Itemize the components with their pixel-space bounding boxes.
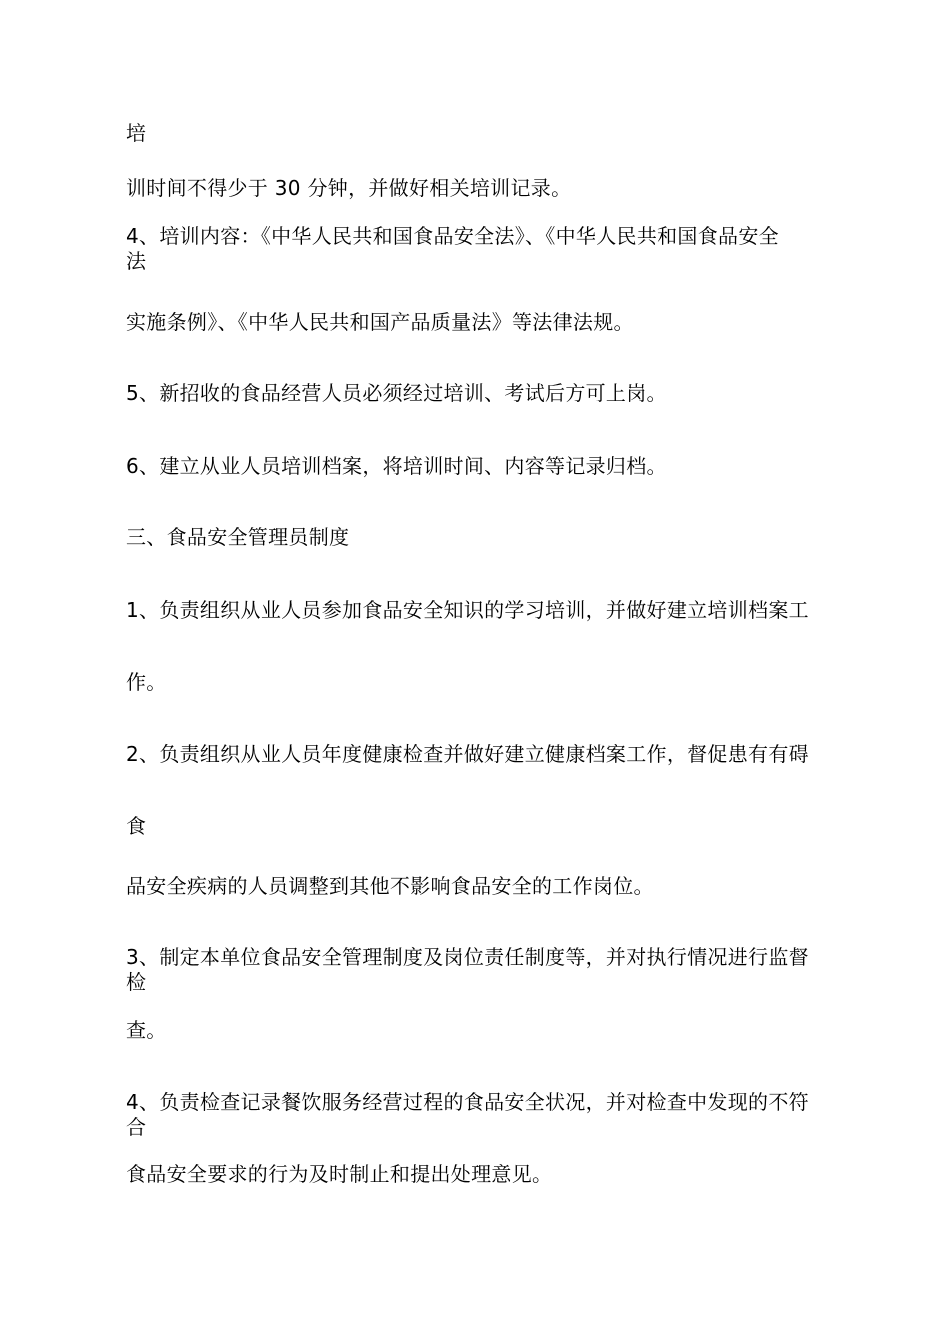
text-line: 检	[126, 970, 147, 994]
text-line: 3、制定本单位食品安全管理制度及岗位责任制度等，并对执行情况进行监督	[126, 945, 809, 969]
text-line: 法	[126, 249, 147, 273]
section-heading: 三、食品安全管理员制度	[126, 525, 350, 549]
text-line: 训时间不得少于 30 分钟，并做好相关培训记录。	[126, 176, 572, 200]
text-line: 实施条例》、《中华人民共和国产品质量法》等法律法规。	[126, 310, 634, 334]
text-line: 食品安全要求的行为及时制止和提出处理意见。	[126, 1162, 553, 1186]
text-line: 6、建立从业人员培训档案，将培训时间、内容等记录归档。	[126, 454, 667, 478]
text-line: 2、负责组织从业人员年度健康检查并做好建立健康档案工作，督促患有有碍	[126, 742, 809, 766]
text-line: 1、负责组织从业人员参加食品安全知识的学习培训，并做好建立培训档案工	[126, 598, 809, 622]
text-line: 食	[126, 814, 147, 838]
text-line: 品安全疾病的人员调整到其他不影响食品安全的工作岗位。	[126, 874, 654, 898]
text-line: 4、负责检查记录餐饮服务经营过程的食品安全状况，并对检查中发现的不符	[126, 1090, 809, 1114]
text-line: 5、新招收的食品经营人员必须经过培训、考试后方可上岗。	[126, 381, 667, 405]
text-line: 4、培训内容：《中华人民共和国食品安全法》、《中华人民共和国食品安全	[126, 224, 779, 248]
text-line: 查。	[126, 1018, 167, 1042]
text-line: 培	[126, 121, 147, 145]
text-line: 作。	[126, 670, 167, 694]
text-line: 合	[126, 1115, 147, 1139]
